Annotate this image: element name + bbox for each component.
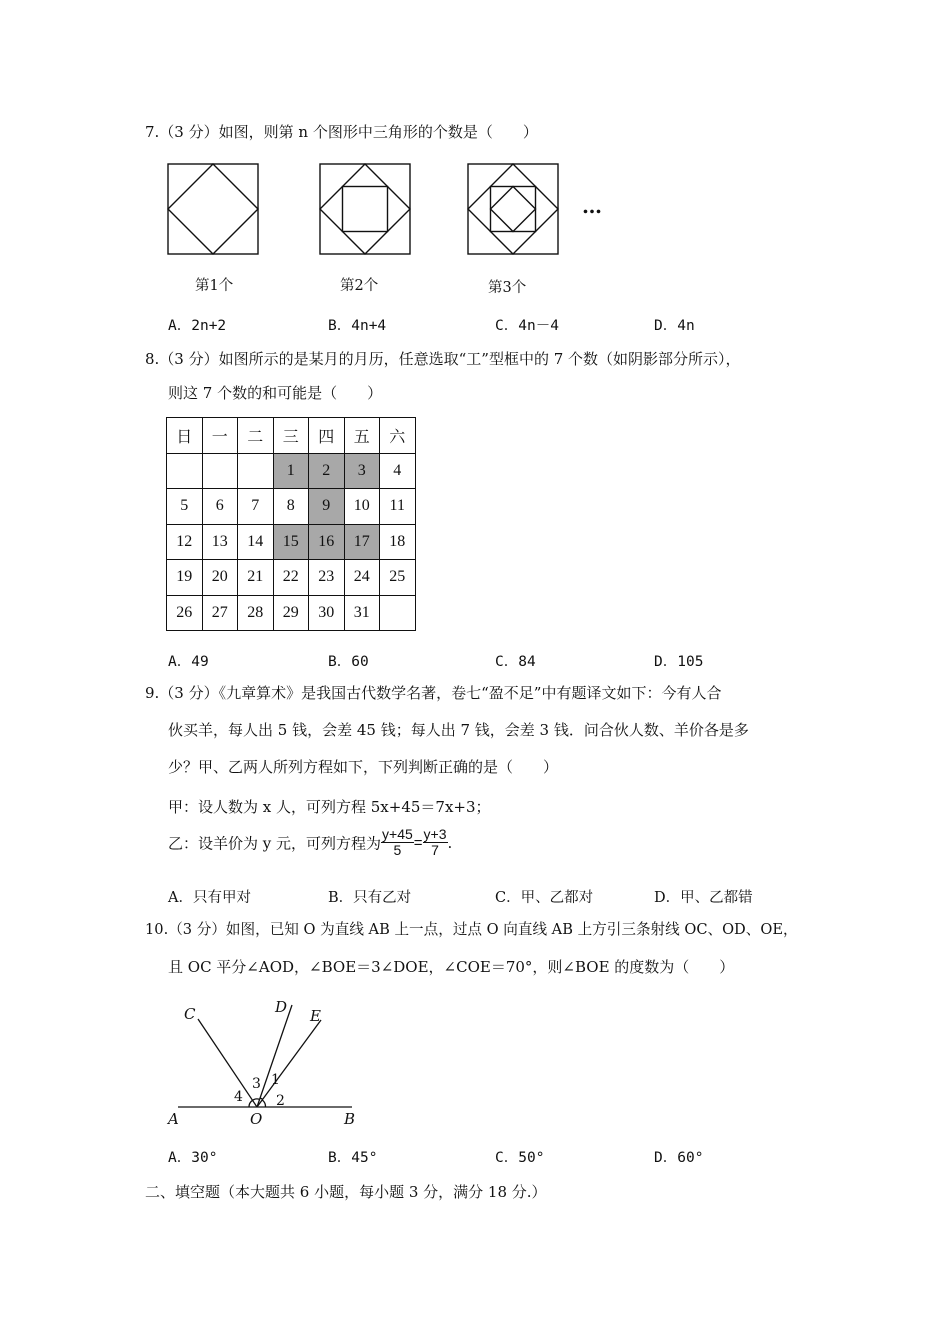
q8-stem-line2: 则这 7 个数的和可能是（ ） bbox=[168, 384, 383, 402]
ray-od bbox=[257, 1005, 292, 1107]
ray-oe bbox=[257, 1020, 321, 1107]
q9-yi bbox=[168, 827, 452, 859]
q9-line1: 9.（3 分）《九章算术》是我国古代数学名著，卷七“盈不足”中有题译文如下：今有人合 bbox=[145, 684, 722, 702]
figure-2-caption: 第2个 bbox=[340, 278, 379, 294]
fraction-2-numerator: y+3 bbox=[423, 826, 447, 842]
angle-label-3: 3 bbox=[252, 1076, 261, 1092]
figure-1 bbox=[168, 164, 258, 254]
calendar-header-cell: 二 bbox=[238, 418, 274, 454]
calendar-cell: 8 bbox=[273, 489, 309, 525]
angle-arc-4 bbox=[249, 1100, 253, 1107]
calendar-cell bbox=[167, 453, 203, 489]
calendar-cell: 7 bbox=[238, 489, 274, 525]
calendar-cell: 15 bbox=[273, 524, 309, 560]
angle-diagram bbox=[160, 990, 380, 1130]
angle-label-4: 4 bbox=[234, 1089, 243, 1105]
calendar-cell: 23 bbox=[309, 560, 345, 596]
q10-option-a: A．30° bbox=[168, 1150, 218, 1166]
calendar-cell bbox=[238, 453, 274, 489]
ellipsis: … bbox=[582, 194, 602, 218]
calendar-header-cell: 六 bbox=[380, 418, 416, 454]
angle-arc-3 bbox=[253, 1099, 260, 1100]
calendar-cell: 24 bbox=[344, 560, 380, 596]
calendar-cell: 29 bbox=[273, 595, 309, 631]
calendar-cell: 4 bbox=[380, 453, 416, 489]
q9-yi-end: . bbox=[447, 833, 453, 852]
calendar-cell: 10 bbox=[344, 489, 380, 525]
q10-line2: 且 OC 平分∠AOD，∠BOE＝3∠DOE，∠COE＝70°，则∠BOE 的度数为（ ） bbox=[168, 958, 735, 976]
calendar-cell: 20 bbox=[202, 560, 238, 596]
q10-option-b: B．45° bbox=[328, 1150, 378, 1166]
calendar-row bbox=[167, 560, 416, 596]
calendar-cell bbox=[380, 595, 416, 631]
q9-jia: 甲：设人数为 x 人，可列方程 5x+45＝7x+3； bbox=[168, 798, 491, 816]
section-2-heading: 二、填空题（本大题共 6 小题，每小题 3 分，满分 18 分.） bbox=[145, 1183, 547, 1201]
calendar-header-cell: 五 bbox=[344, 418, 380, 454]
fraction-1 bbox=[381, 827, 414, 859]
calendar-header-cell: 四 bbox=[309, 418, 345, 454]
figure-1-caption: 第1个 bbox=[195, 278, 234, 294]
ray-oc bbox=[198, 1019, 257, 1107]
calendar-cell: 16 bbox=[309, 524, 345, 560]
calendar-cell: 31 bbox=[344, 595, 380, 631]
calendar-cell: 6 bbox=[202, 489, 238, 525]
q9-yi-prefix: 乙：设羊价为 y 元，可列方程为 bbox=[168, 834, 382, 853]
q9-option-a: A．只有甲对 bbox=[168, 890, 251, 906]
calendar-row bbox=[167, 595, 416, 631]
fraction-2 bbox=[423, 827, 448, 859]
calendar-cell: 21 bbox=[238, 560, 274, 596]
calendar-cell: 12 bbox=[167, 524, 203, 560]
angle-label-1: 1 bbox=[271, 1072, 280, 1088]
figure-3 bbox=[468, 164, 558, 254]
label-e: E bbox=[310, 1007, 321, 1025]
calendar-cell: 3 bbox=[344, 453, 380, 489]
q9-line2: 伙买羊，每人出 5 钱，会差 45 钱；每人出 7 钱，会差 3 钱．问合伙人数、羊价各是多 bbox=[168, 721, 749, 739]
calendar-cell: 2 bbox=[309, 453, 345, 489]
q7-option-b: B．4n+4 bbox=[328, 318, 387, 334]
q7-option-c: C．4n－4 bbox=[495, 318, 559, 334]
q10-line1: 10.（3 分）如图，已知 O 为直线 AB 上一点，过点 O 向直线 AB 上方引三条射线 OC、OD、OE， bbox=[145, 921, 798, 938]
calendar-header-cell: 一 bbox=[202, 418, 238, 454]
q10-option-d: D．60° bbox=[654, 1150, 704, 1166]
calendar-cell: 27 bbox=[202, 595, 238, 631]
calendar-cell: 14 bbox=[238, 524, 274, 560]
calendar-cell: 26 bbox=[167, 595, 203, 631]
fraction-1-numerator: y+45 bbox=[382, 826, 413, 842]
calendar-cell: 18 bbox=[380, 524, 416, 560]
q9-line3: 少？甲、乙两人所列方程如下，下列判断正确的是（ ） bbox=[168, 758, 559, 776]
equals-sign: = bbox=[413, 834, 423, 852]
figure-3-caption: 第3个 bbox=[488, 280, 527, 296]
q9-option-b: B．只有乙对 bbox=[328, 890, 412, 906]
q7-option-a: A．2n+2 bbox=[168, 318, 227, 334]
calendar-header-cell: 日 bbox=[167, 418, 203, 454]
calendar-row bbox=[167, 489, 416, 525]
fraction-1-denominator: 5 bbox=[393, 842, 402, 859]
q9-option-c: C．甲、乙都对 bbox=[495, 890, 594, 906]
calendar-cell: 1 bbox=[273, 453, 309, 489]
calendar-cell: 30 bbox=[309, 595, 345, 631]
q8-stem-line1: 8.（3 分）如图所示的是某月的月历，任意选取“工”型框中的 7 个数（如阴影部分所示）， bbox=[145, 350, 741, 368]
q8-option-d: D．105 bbox=[654, 654, 704, 670]
q7-option-d: D．4n bbox=[654, 318, 695, 334]
calendar-cell: 13 bbox=[202, 524, 238, 560]
calendar-cell bbox=[202, 453, 238, 489]
label-c: C bbox=[184, 1005, 196, 1023]
calendar-cell: 28 bbox=[238, 595, 274, 631]
q7-figures bbox=[160, 158, 620, 288]
q10-option-c: C．50° bbox=[495, 1150, 545, 1166]
calendar-cell: 9 bbox=[309, 489, 345, 525]
q9-option-d: D．甲、乙都错 bbox=[654, 890, 753, 906]
angle-label-2: 2 bbox=[276, 1093, 285, 1109]
q8-option-a: A．49 bbox=[168, 654, 209, 670]
angle-arc-2 bbox=[262, 1100, 265, 1107]
calendar-cell: 19 bbox=[167, 560, 203, 596]
q8-option-b: B．60 bbox=[328, 654, 369, 670]
calendar-cell: 5 bbox=[167, 489, 203, 525]
fraction-2-denominator: 7 bbox=[431, 842, 439, 859]
calendar-cell: 17 bbox=[344, 524, 380, 560]
figure-2 bbox=[320, 164, 410, 254]
label-d: D bbox=[275, 998, 288, 1016]
calendar-cell: 11 bbox=[380, 489, 416, 525]
calendar-row bbox=[167, 453, 416, 489]
q7-stem: 7.（3 分）如图，则第 n 个图形中三角形的个数是（ ） bbox=[145, 123, 538, 141]
calendar-cell: 22 bbox=[273, 560, 309, 596]
calendar-cell: 25 bbox=[380, 560, 416, 596]
angle-arc-1 bbox=[260, 1098, 263, 1099]
calendar-header-row bbox=[167, 418, 416, 454]
label-b: B bbox=[344, 1110, 356, 1128]
calendar-header-cell: 三 bbox=[273, 418, 309, 454]
calendar-table bbox=[166, 417, 416, 631]
label-o: O bbox=[250, 1110, 263, 1128]
calendar-row bbox=[167, 524, 416, 560]
label-a: A bbox=[168, 1110, 179, 1128]
q8-option-c: C．84 bbox=[495, 654, 536, 670]
